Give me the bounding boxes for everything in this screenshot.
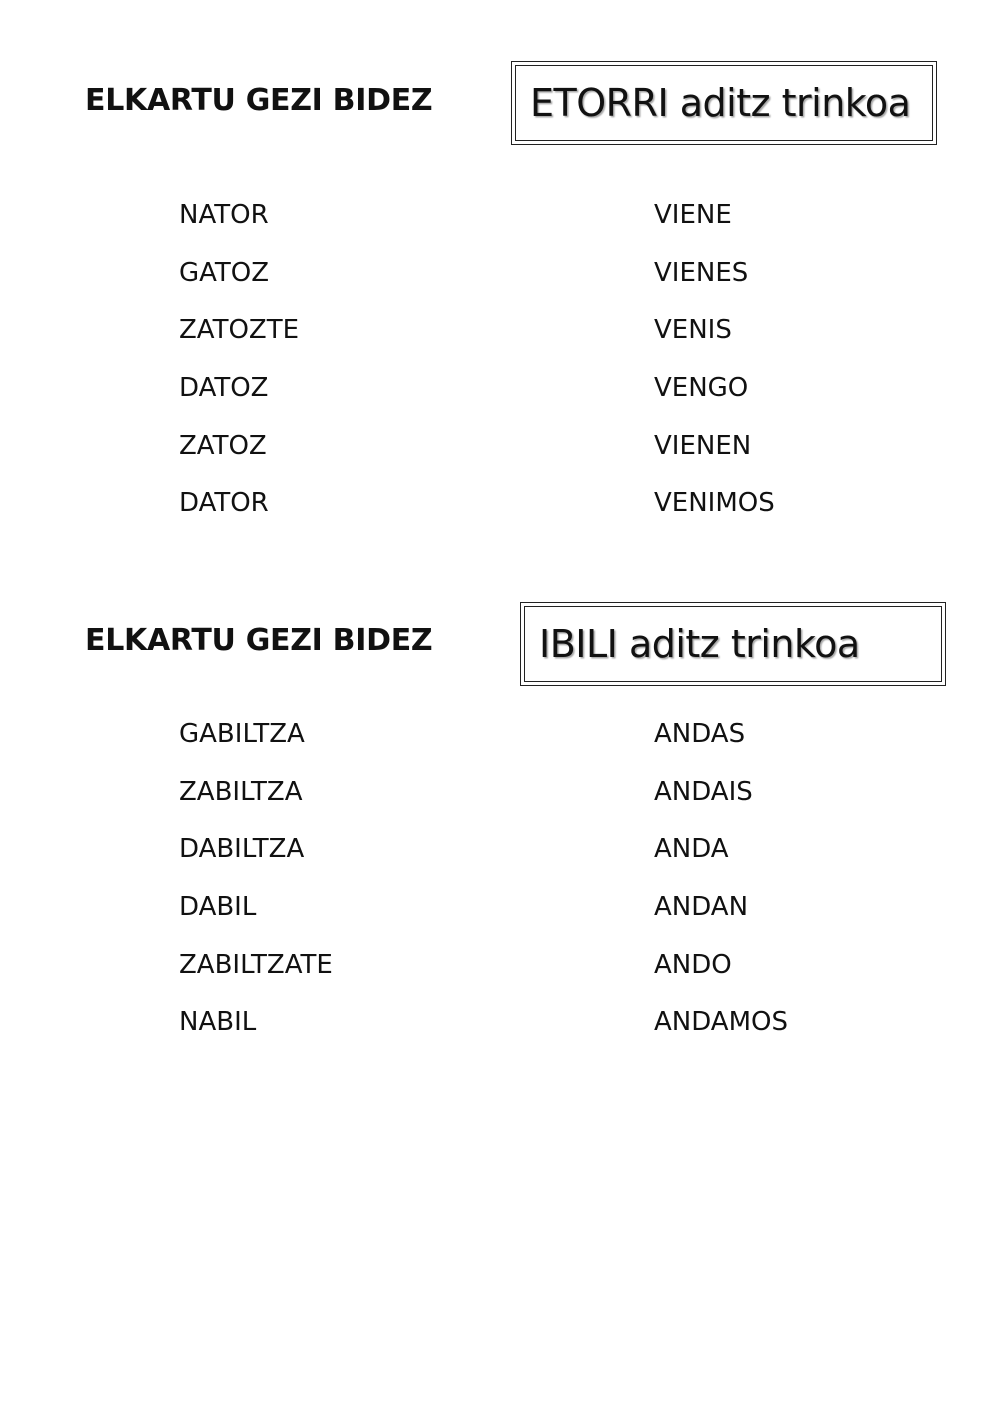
word-item: NABIL bbox=[179, 1007, 257, 1038]
instruction-heading: ELKARTU GEZI BIDEZ bbox=[85, 83, 433, 118]
word-item: NATOR bbox=[179, 200, 269, 230]
word-item: VIENEN bbox=[654, 430, 752, 461]
word-item: ANDAIS bbox=[654, 776, 753, 807]
title-box bbox=[520, 602, 946, 686]
word-item: VENGO bbox=[654, 373, 749, 404]
word-item: VENIMOS bbox=[654, 488, 775, 519]
word-item: ANDAMOS bbox=[654, 1007, 788, 1038]
word-item: VIENES bbox=[654, 257, 749, 288]
basque-word-list bbox=[179, 201, 299, 547]
word-item: ZATOZ bbox=[179, 430, 267, 461]
spanish-word-list bbox=[654, 720, 788, 1066]
title-box bbox=[511, 61, 937, 145]
instruction-heading: ELKARTU GEZI BIDEZ bbox=[85, 623, 433, 658]
word-item: ANDO bbox=[654, 949, 732, 980]
section-title: ETORRI aditz trinkoa bbox=[515, 65, 933, 141]
word-item: DABILTZA bbox=[179, 834, 305, 865]
word-item: ANDAS bbox=[654, 719, 746, 749]
word-item: ZABILTZATE bbox=[179, 949, 333, 980]
word-item: DATOZ bbox=[179, 373, 269, 404]
word-item: ZATOZTE bbox=[179, 315, 300, 346]
word-item: GABILTZA bbox=[179, 719, 305, 749]
word-item: ZABILTZA bbox=[179, 776, 303, 807]
word-item: GATOZ bbox=[179, 257, 270, 288]
word-item: VIENE bbox=[654, 200, 732, 230]
section-title: IBILI aditz trinkoa bbox=[524, 606, 942, 682]
word-item: DABIL bbox=[179, 892, 257, 923]
basque-word-list bbox=[179, 720, 333, 1066]
word-item: VENIS bbox=[654, 315, 732, 346]
word-item: ANDA bbox=[654, 834, 729, 865]
word-item: ANDAN bbox=[654, 892, 749, 923]
spanish-word-list bbox=[654, 201, 775, 547]
word-item: DATOR bbox=[179, 488, 269, 519]
